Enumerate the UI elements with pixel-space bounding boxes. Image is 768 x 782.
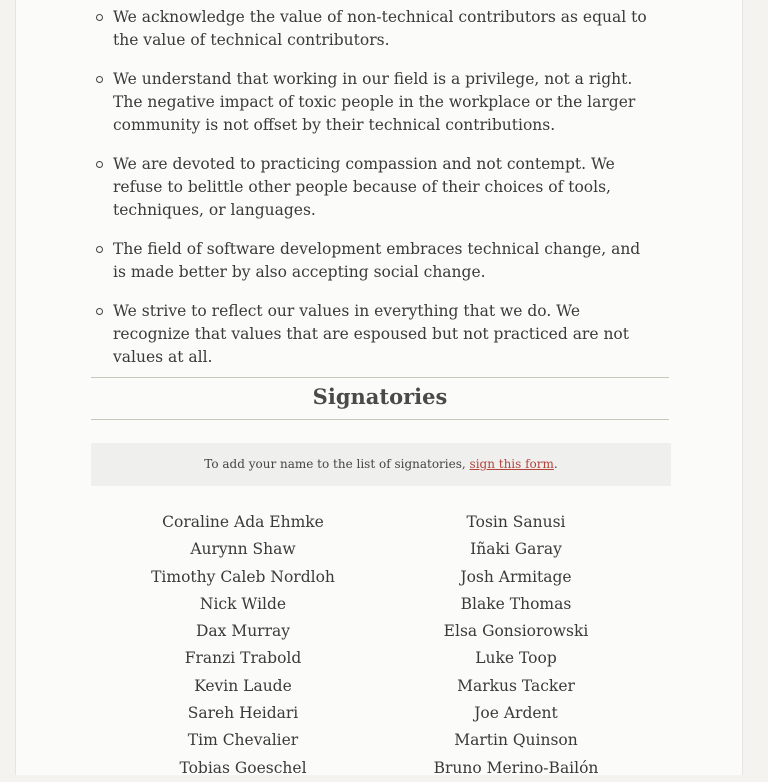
page-content <box>15 0 743 775</box>
list-item: Aurynn Shaw <box>190 540 296 559</box>
list-item: Tim Chevalier <box>187 731 299 750</box>
signatories-left-column <box>113 509 373 782</box>
circle-bullet-icon <box>96 308 103 315</box>
list-item <box>96 153 656 222</box>
circle-bullet-icon <box>96 14 103 21</box>
list-item <box>96 300 656 369</box>
values-list <box>96 6 656 385</box>
circle-bullet-icon <box>96 76 103 83</box>
list-item: Sareh Heidari <box>187 704 299 723</box>
list-item: Markus Tacker <box>457 676 575 695</box>
list-item: Tobias Goeschel <box>179 758 307 777</box>
list-item: Franzi Trabold <box>184 649 302 668</box>
list-item <box>96 238 656 284</box>
list-item: Tosin Sanusi <box>466 513 566 531</box>
list-item: Bruno Merino-Bailón <box>433 758 599 777</box>
list-item: Dax Murray <box>195 622 290 641</box>
list-item: Elsa Gonsiorowski <box>443 622 589 641</box>
section-title: Signatories <box>312 384 448 409</box>
value-text: We acknowledge the value of non-technical contributors as equal to the value of technical contributors. <box>113 8 647 49</box>
divider-bottom <box>91 419 669 420</box>
list-item: Iñaki Garay <box>470 540 562 559</box>
value-text: We understand that working in our field is a privilege, not a right. The negative impact of toxic people in the workplace or the larger community is not offset by their technical contributions. <box>113 70 636 134</box>
list-item <box>96 6 656 52</box>
list-item <box>96 68 656 137</box>
list-item: Nick Wilde <box>199 594 287 613</box>
list-item: Joe Ardent <box>474 704 558 723</box>
list-item: Coraline Ada Ehmke <box>162 513 324 531</box>
list-item: Luke Toop <box>475 649 557 668</box>
sign-form-link[interactable]: sign this form <box>469 457 554 471</box>
list-item: Josh Armitage <box>460 567 572 586</box>
sign-notice <box>91 443 671 486</box>
value-text: The field of software development embraces technical change, and is made better by also accepting social change. <box>113 240 641 281</box>
list-item: Martin Quinson <box>454 731 578 750</box>
notice-text: To add your name to the list of signatories, <box>204 457 470 471</box>
circle-bullet-icon <box>96 246 103 253</box>
divider-top <box>91 377 669 378</box>
list-item: Blake Thomas <box>460 594 572 613</box>
value-text: We strive to reflect our values in everything that we do. We recognize that values that are espoused but not practiced are not values at all. <box>113 302 629 366</box>
list-item: Kevin Laude <box>194 676 292 695</box>
circle-bullet-icon <box>96 161 103 168</box>
notice-end: . <box>553 457 558 471</box>
list-item: Timothy Caleb Nordloh <box>151 567 335 586</box>
value-text: We are devoted to practicing compassion and not contempt. We refuse to belittle other people because of their choices of tools, techniques, or languages. <box>113 155 615 219</box>
signatories-right-column <box>386 509 646 782</box>
